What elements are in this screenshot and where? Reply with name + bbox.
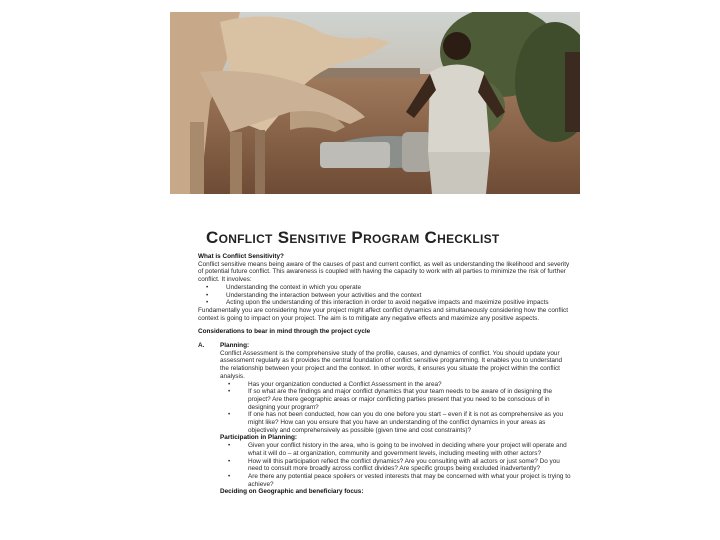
intro-paragraph: Conflict sensitive means being aware of the causes of past and current conflict, as well as understanding the likelihood and severity of potential future conflict. This awareness is coupled with having the capacity to work with all parties to minimize the risk of further conflict. It involves:	[198, 260, 570, 284]
intro-heading: What is Conflict Sensitivity?	[198, 253, 284, 260]
section-letter: A.	[198, 342, 205, 350]
list-item: • Acting upon the understanding of this interaction in order to avoid negative impacts and maximize positive impacts	[226, 299, 572, 307]
list-item: • How will this participation reflect the conflict dynamics? Are you consulting with all actors or just some? Do you need to consult more broadly across conflict divides? Are specific groups being excluded inadvertently?	[248, 458, 572, 473]
considerations-heading: Considerations to bear in mind through the project cycle	[198, 328, 371, 336]
list-item: • Understanding the context in which you operate	[226, 284, 572, 292]
intro-bullet-list	[198, 284, 572, 307]
list-item: • Understanding the interaction between your activities and the context	[226, 292, 572, 300]
list-item: • Given your conflict history in the area, who is going to be involved in deciding where your project will operate and what it will do – at organization, community and government levels, including meeting with other actors?	[248, 442, 572, 457]
cover-photo	[170, 12, 580, 194]
document-title: Conflict Sensitive Program Checklist	[206, 228, 500, 247]
intro-closing: Fundamentally you are considering how your project might affect conflict dynamics and simultaneously considering how the conflict context is going to impact on your project. The aim is to mitigate any negative effects and maximize any positive aspects.	[198, 306, 569, 322]
planning-bullet-list	[220, 381, 572, 435]
participation-bullet-list	[220, 442, 572, 488]
section-title: Planning:	[220, 342, 250, 350]
participation-heading: Participation in Planning:	[220, 434, 298, 442]
list-item: • If so what are the findings and major conflict dynamics that your team needs to be aware of in designing the project? Are there geographic areas or major conflicting parties present that you need to be conscious of in designing your program?	[248, 388, 572, 411]
checklist-body	[198, 253, 572, 496]
section-planning	[198, 342, 572, 496]
list-item: • Are there any potential peace spoilers or vested interests that may be concerned with what your project is trying to achieve?	[248, 473, 572, 488]
document-page	[170, 12, 580, 540]
list-item: • If one has not been conducted, how can you do one before you start – even if it is not as comprehensive as you might like? How can you ensure that you have an understanding of the conflict dynamics in your areas as objectively and comprehensively as possible (given time and cost constraints)?	[248, 411, 572, 434]
geographic-focus-heading: Deciding on Geographic and beneficiary focus:	[220, 488, 364, 496]
section-paragraph: Conflict Assessment is the comprehensive study of the profile, causes, and dynamics of conflict. You should update your assessment regularly as it provides the central foundation of conflict sensitive programming. It enables you to understand the relationship between your project and the context. In other words, it ensures you situate the project within the conflict analysis.	[220, 349, 563, 380]
list-item: • Has your organization conducted a Conflict Assessment in the area?	[248, 381, 572, 389]
camels-at-water-hole-photo	[170, 12, 580, 194]
